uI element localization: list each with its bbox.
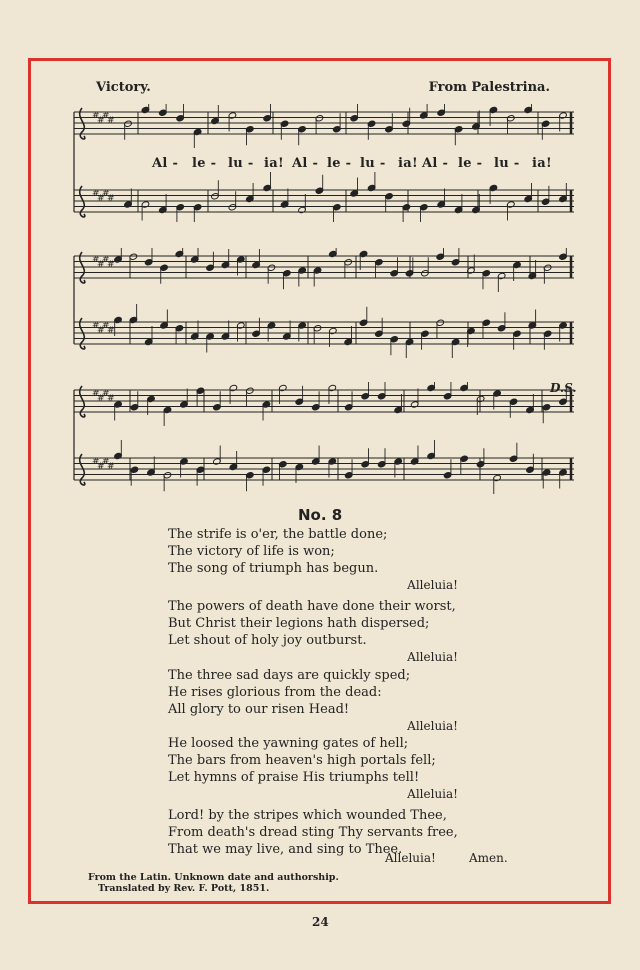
stanza-refrain: Alleluia!: [407, 650, 458, 664]
stanza-line: The song of triumph has begun.: [168, 561, 379, 576]
lyric-syllable: le -: [327, 156, 352, 171]
stanza-line: All glory to our risen Head!: [168, 702, 350, 717]
sharp-sign: #: [107, 116, 115, 126]
stanza-line: The three sad days are quickly sped;: [168, 668, 411, 683]
stanza-line: Let shout of holy joy outburst.: [168, 633, 367, 648]
stanza-1: [168, 526, 528, 594]
stanza-line: Lord! by the stripes which wounded Thee,: [168, 808, 447, 823]
lyric-syllable: Al -: [152, 156, 179, 171]
sharp-sign: #: [102, 321, 110, 331]
hymn-number: No. 8: [298, 506, 343, 524]
stanza-line: Let hymns of praise His triumphs tell!: [168, 770, 420, 785]
stanza-line: From death's dread sting Thy servants free,: [168, 825, 458, 840]
sharp-sign: #: [107, 194, 115, 204]
sharp-sign: #: [107, 260, 115, 270]
stanza-refrain: Alleluia!: [407, 578, 458, 592]
stanza-2: [168, 598, 528, 666]
sharp-sign: #: [97, 462, 105, 472]
lyric-syllable: ia!: [398, 156, 418, 171]
lyric-syllable: le -: [192, 156, 217, 171]
sharp-sign: #: [107, 462, 115, 472]
page-number: 24: [312, 915, 329, 929]
stanza-line: The victory of life is won;: [168, 544, 335, 559]
lyric-syllable: lu -: [494, 156, 520, 171]
sharp-sign: #: [92, 111, 100, 121]
dal-segno-mark: D.S.: [550, 381, 577, 395]
music-system-2-svg: [68, 248, 580, 364]
sharp-sign: #: [92, 389, 100, 399]
stanza-line: The bars from heaven's high portals fell;: [168, 753, 436, 768]
sharp-sign: #: [102, 255, 110, 265]
sharp-sign: #: [102, 189, 110, 199]
sharp-sign: #: [97, 394, 105, 404]
sharp-sign: #: [92, 321, 100, 331]
credit-source: From the Latin. Unknown date and authorship.: [88, 872, 339, 883]
sharp-sign: #: [97, 326, 105, 336]
sharp-sign: #: [92, 189, 100, 199]
sharp-sign: #: [107, 326, 115, 336]
lyric-syllable: ia!: [532, 156, 552, 171]
sharp-sign: #: [92, 255, 100, 265]
tune-name: Victory.: [96, 80, 151, 95]
stanza-line: He rises glorious from the dead:: [168, 685, 382, 700]
stanza-line: The strife is o'er, the battle done;: [168, 527, 388, 542]
sharp-sign: #: [97, 194, 105, 204]
stanza-line: He loosed the yawning gates of hell;: [168, 736, 409, 751]
sharp-sign: #: [97, 116, 105, 126]
tune-source: From Palestrina.: [428, 80, 550, 95]
sharp-sign: #: [107, 394, 115, 404]
credit-translator: Translated by Rev. F. Pott, 1851.: [98, 883, 270, 894]
stanza-4: [168, 735, 528, 803]
sharp-sign: #: [102, 111, 110, 121]
stanza-refrain: Alleluia!: [407, 787, 458, 801]
final-alleluia: Alleluia!: [385, 851, 436, 865]
lyric-syllable: lu -: [360, 156, 386, 171]
lyric-syllable: Al -: [292, 156, 319, 171]
stanza-line: The powers of death have done their worst,: [168, 599, 456, 614]
stanza-line: That we may live, and sing to Thee.: [168, 842, 403, 857]
music-system-3: [68, 382, 580, 498]
amen-text: Amen.: [469, 851, 508, 865]
sharp-sign: #: [92, 457, 100, 467]
lyric-syllable: ia!: [264, 156, 284, 171]
music-system-2: [68, 248, 580, 364]
stanza-line: But Christ their legions hath dispersed;: [168, 616, 430, 631]
sharp-sign: #: [97, 260, 105, 270]
sharp-sign: #: [102, 457, 110, 467]
music-system-3-svg: [68, 382, 580, 498]
stanza-3: [168, 667, 528, 735]
sharp-sign: #: [102, 389, 110, 399]
stanza-refrain: Alleluia!: [407, 719, 458, 733]
lyric-syllable: Al -: [422, 156, 449, 171]
lyric-syllable: le -: [458, 156, 483, 171]
lyric-syllable: lu -: [228, 156, 254, 171]
